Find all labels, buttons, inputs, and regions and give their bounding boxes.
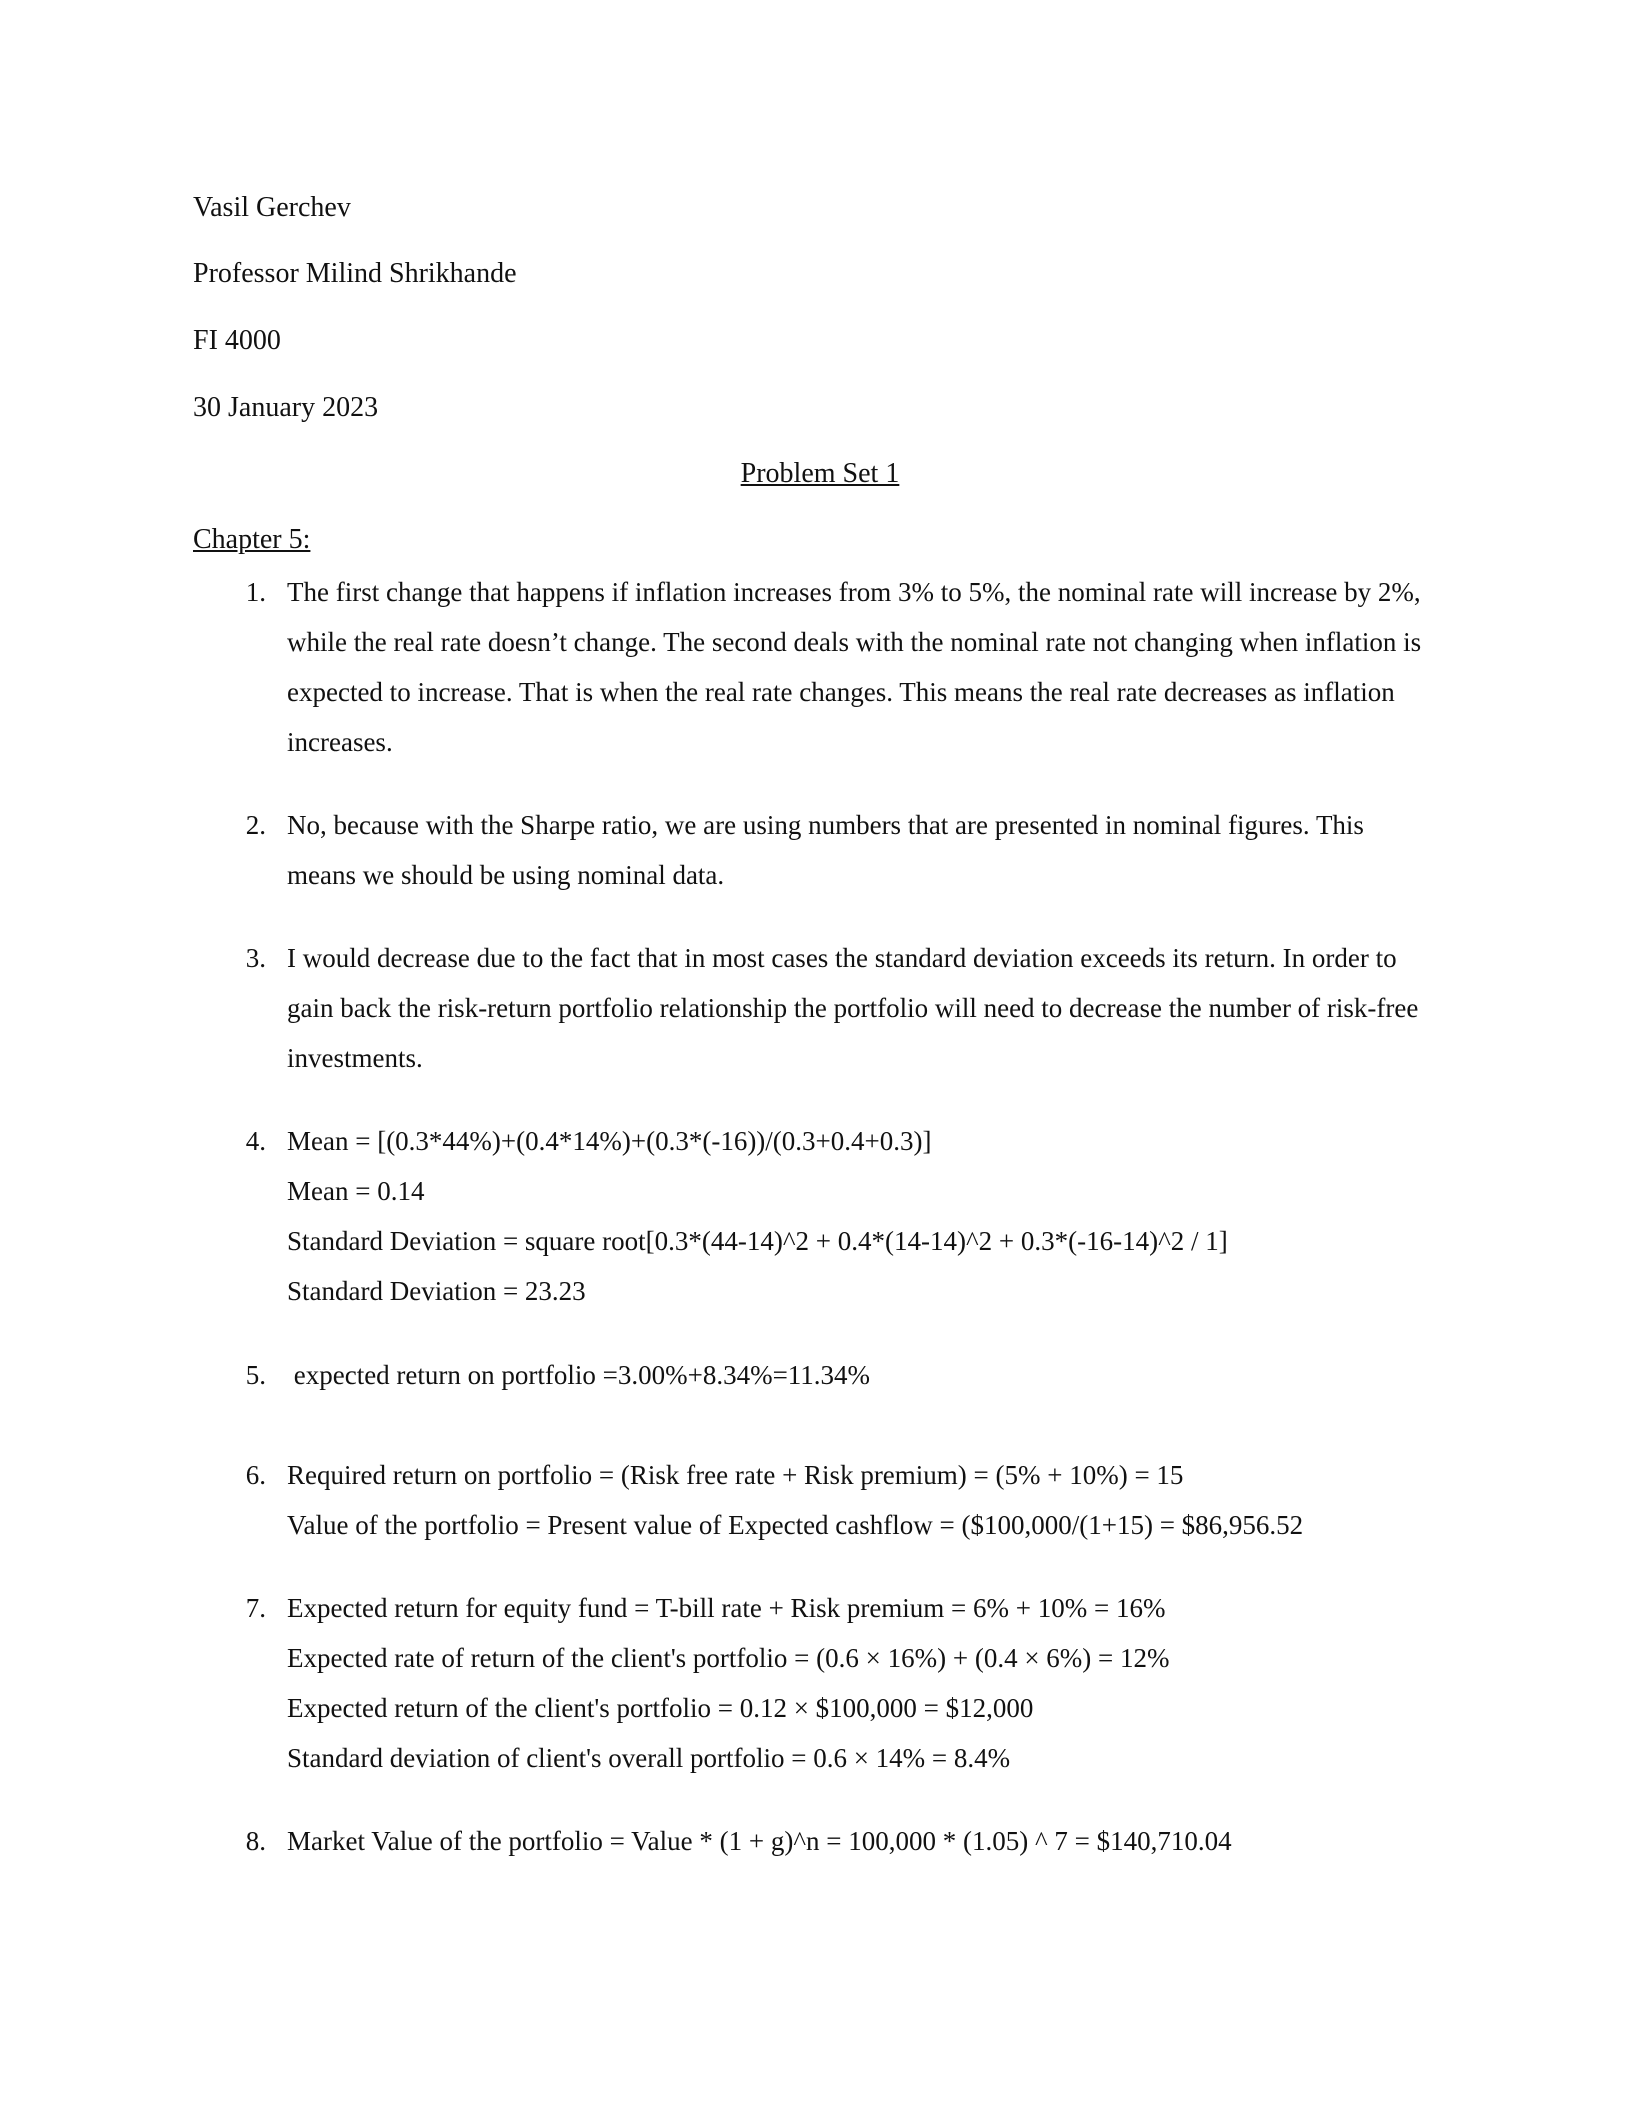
- item-number: 5.: [245, 1360, 266, 1390]
- student-name: Vasil Gerchev: [193, 192, 351, 223]
- item-number: 4.: [245, 1126, 266, 1156]
- formula-line: Mean = [(0.3*44%)+(0.4*14%)+(0.3*(-16))/(0.3+0.4+0.3)]: [287, 1126, 932, 1156]
- course-code: FI 4000: [193, 325, 281, 356]
- item-text: [287, 1816, 1437, 1866]
- item-number: 8.: [245, 1826, 266, 1856]
- formula-line: Expected rate of return of the client's portfolio = (0.6 × 16%) + (0.4 × 6%) = 12%: [287, 1643, 1170, 1673]
- item-text: [287, 1450, 1437, 1550]
- item-number: 3.: [245, 943, 266, 973]
- item-text: [287, 567, 1437, 767]
- formula-line: Standard Deviation = square root[0.3*(44-14)^2 + 0.4*(14-14)^2 + 0.3*(-16-14)^2 / 1]: [287, 1226, 1228, 1256]
- answer-paragraph: No, because with the Sharpe ratio, we are using numbers that are presented in nominal figures. This means we should be using nominal data.: [287, 810, 1364, 890]
- item-text: [287, 1116, 1437, 1316]
- formula-line: Expected return for equity fund = T-bill rate + Risk premium = 6% + 10% = 16%: [287, 1593, 1166, 1623]
- formula-line: Value of the portfolio = Present value of Expected cashflow = ($100,000/(1+15) = $86,956.52: [287, 1510, 1304, 1540]
- document-date: 30 January 2023: [193, 392, 379, 423]
- answer-paragraph: The first change that happens if inflation increases from 3% to 5%, the nominal rate will increase by 2%, while the real rate doesn’t change. The second deals with the nominal rate not changing when inflation is expected to increase. That is when the real rate changes. This means the real rate decreases as inflation increases.: [287, 577, 1422, 757]
- item-number: 6.: [245, 1460, 266, 1490]
- formula-line: Market Value of the portfolio = Value * (1 + g)^n = 100,000 * (1.05) ^ 7 = $140,710.04: [287, 1826, 1232, 1856]
- professor-name: Professor Milind Shrikhande: [193, 258, 517, 289]
- answer-paragraph: I would decrease due to the fact that in most cases the standard deviation exceeds its return. In order to gain back the risk-return portfolio relationship the portfolio will need to decrease the number of risk-free investments.: [287, 943, 1419, 1073]
- item-text: [287, 1583, 1437, 1783]
- formula-line: Standard deviation of client's overall portfolio = 0.6 × 14% = 8.4%: [287, 1743, 1011, 1773]
- item-number: 1.: [245, 577, 266, 607]
- item-number: 7.: [245, 1593, 266, 1623]
- item-text: [287, 800, 1437, 900]
- item-number: 2.: [245, 810, 266, 840]
- formula-line: Standard Deviation = 23.23: [287, 1276, 586, 1306]
- document-title: Problem Set 1: [740, 458, 900, 489]
- formula-line: Mean = 0.14: [287, 1176, 425, 1206]
- item-text: [287, 1350, 1437, 1400]
- chapter-heading: Chapter 5:: [193, 524, 311, 555]
- formula-line: Required return on portfolio = (Risk free rate + Risk premium) = (5% + 10%) = 15: [287, 1460, 1184, 1490]
- formula-line: expected return on portfolio =3.00%+8.34%=11.34%: [287, 1360, 871, 1390]
- item-text: [287, 933, 1437, 1083]
- formula-line: Expected return of the client's portfolio = 0.12 × $100,000 = $12,000: [287, 1693, 1034, 1723]
